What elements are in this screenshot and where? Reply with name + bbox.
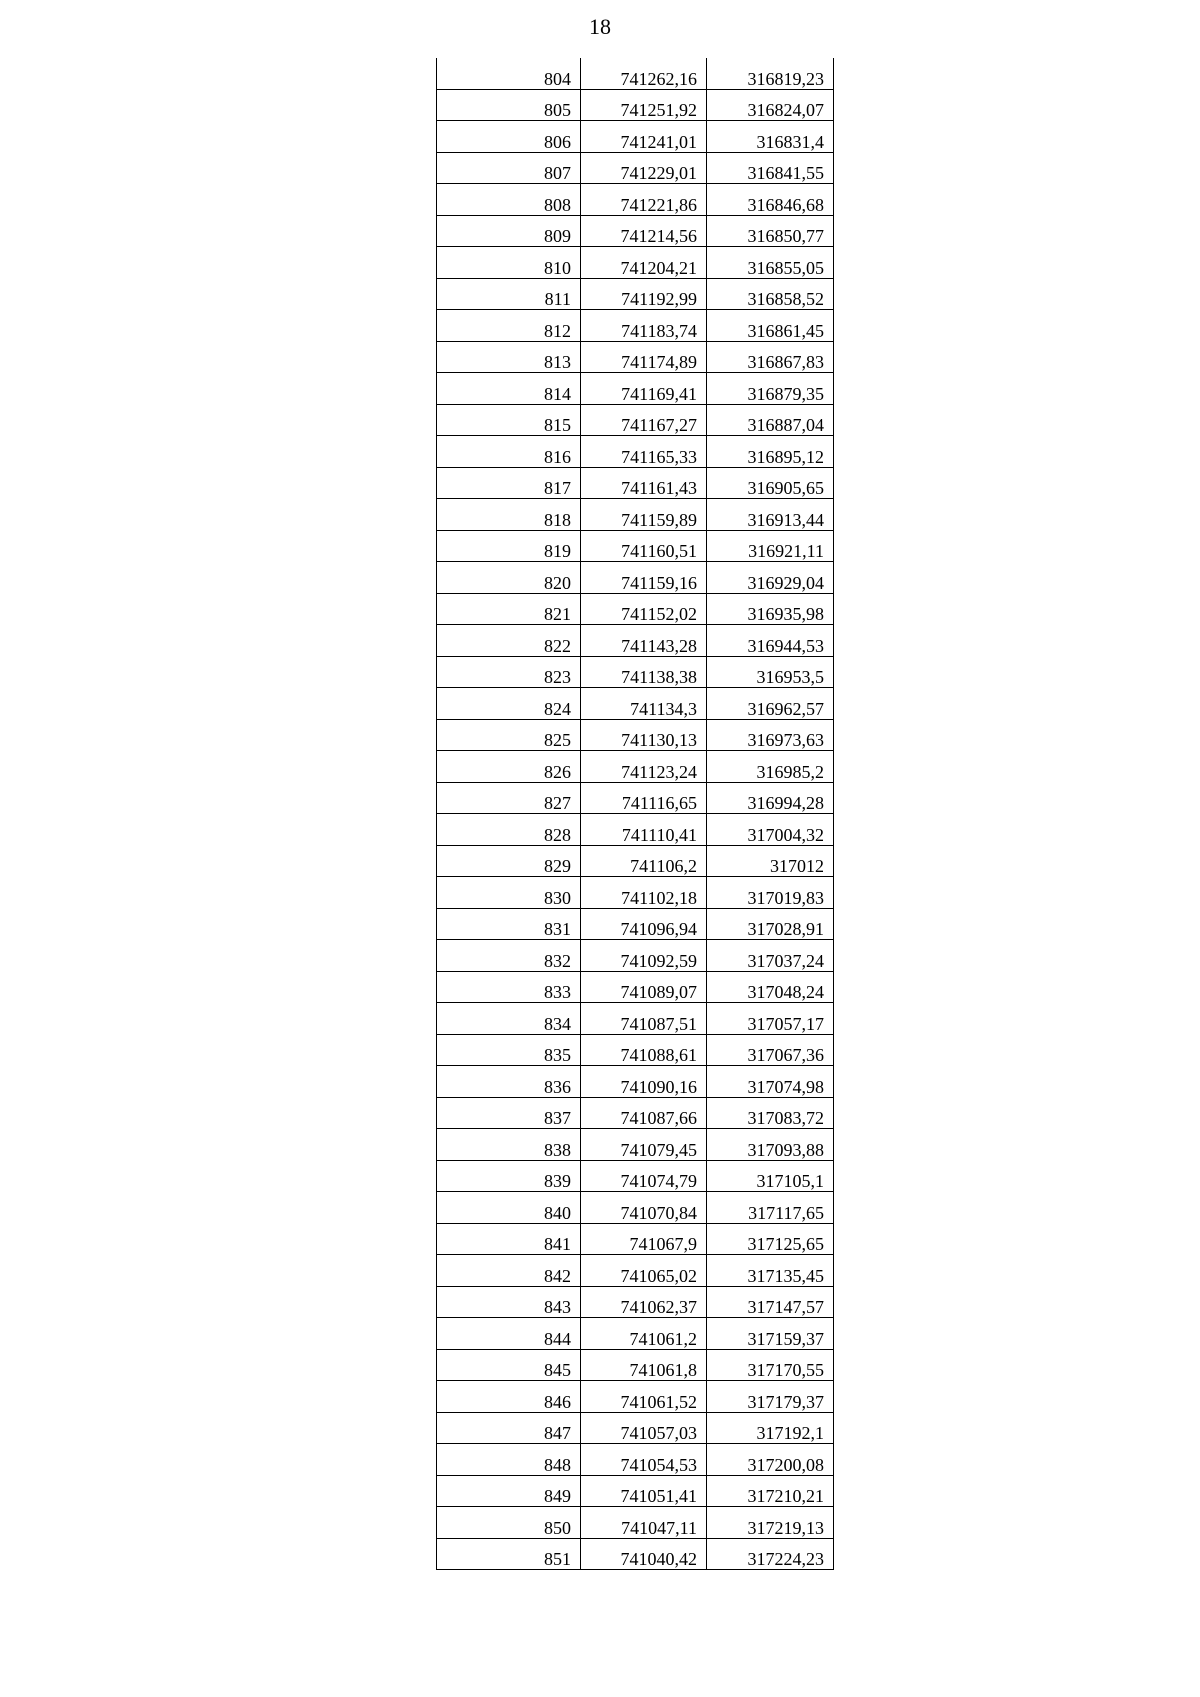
table-row <box>437 1255 834 1287</box>
point-number-cell: 827 <box>437 782 581 814</box>
y-coordinate-cell: 317200,08 <box>707 1444 834 1476</box>
y-coordinate-cell: 316887,04 <box>707 404 834 436</box>
x-coordinate-cell: 741057,03 <box>581 1412 707 1444</box>
x-coordinate-cell: 741054,53 <box>581 1444 707 1476</box>
table-row <box>437 719 834 751</box>
y-coordinate-cell: 317012 <box>707 845 834 877</box>
y-coordinate-cell: 317125,65 <box>707 1223 834 1255</box>
point-number-cell: 815 <box>437 404 581 436</box>
point-number-cell: 829 <box>437 845 581 877</box>
y-coordinate-cell: 316962,57 <box>707 688 834 720</box>
point-number-cell: 809 <box>437 215 581 247</box>
table-row <box>437 940 834 972</box>
x-coordinate-cell: 741061,52 <box>581 1381 707 1413</box>
table-row <box>437 1160 834 1192</box>
table-row <box>437 1192 834 1224</box>
y-coordinate-cell: 317004,32 <box>707 814 834 846</box>
x-coordinate-cell: 741116,65 <box>581 782 707 814</box>
point-number-cell: 817 <box>437 467 581 499</box>
x-coordinate-cell: 741159,89 <box>581 499 707 531</box>
x-coordinate-cell: 741062,37 <box>581 1286 707 1318</box>
point-number-cell: 847 <box>437 1412 581 1444</box>
point-number-cell: 808 <box>437 184 581 216</box>
x-coordinate-cell: 741089,07 <box>581 971 707 1003</box>
table-row <box>437 1381 834 1413</box>
x-coordinate-cell: 741161,43 <box>581 467 707 499</box>
table-row <box>437 1349 834 1381</box>
y-coordinate-cell: 317074,98 <box>707 1066 834 1098</box>
point-number-cell: 823 <box>437 656 581 688</box>
point-number-cell: 850 <box>437 1507 581 1539</box>
point-number-cell: 846 <box>437 1381 581 1413</box>
point-number-cell: 804 <box>437 58 581 89</box>
table-row <box>437 751 834 783</box>
x-coordinate-cell: 741096,94 <box>581 908 707 940</box>
x-coordinate-cell: 741047,11 <box>581 1507 707 1539</box>
table-row <box>437 1066 834 1098</box>
y-coordinate-cell: 317210,21 <box>707 1475 834 1507</box>
y-coordinate-cell: 317083,72 <box>707 1097 834 1129</box>
x-coordinate-cell: 741143,28 <box>581 625 707 657</box>
point-number-cell: 834 <box>437 1003 581 1035</box>
point-number-cell: 840 <box>437 1192 581 1224</box>
table-row <box>437 877 834 909</box>
x-coordinate-cell: 741160,51 <box>581 530 707 562</box>
x-coordinate-cell: 741067,9 <box>581 1223 707 1255</box>
x-coordinate-cell: 741138,38 <box>581 656 707 688</box>
y-coordinate-cell: 317093,88 <box>707 1129 834 1161</box>
point-number-cell: 839 <box>437 1160 581 1192</box>
y-coordinate-cell: 316985,2 <box>707 751 834 783</box>
y-coordinate-cell: 316831,4 <box>707 121 834 153</box>
point-number-cell: 819 <box>437 530 581 562</box>
y-coordinate-cell: 316973,63 <box>707 719 834 751</box>
table-row <box>437 121 834 153</box>
table-row <box>437 971 834 1003</box>
y-coordinate-cell: 316850,77 <box>707 215 834 247</box>
y-coordinate-cell: 317219,13 <box>707 1507 834 1539</box>
table-row <box>437 341 834 373</box>
table-row <box>437 499 834 531</box>
y-coordinate-cell: 316935,98 <box>707 593 834 625</box>
table-row <box>437 1223 834 1255</box>
table-row <box>437 184 834 216</box>
point-number-cell: 843 <box>437 1286 581 1318</box>
y-coordinate-cell: 317224,23 <box>707 1538 834 1570</box>
table-row <box>437 593 834 625</box>
point-number-cell: 812 <box>437 310 581 342</box>
x-coordinate-cell: 741090,16 <box>581 1066 707 1098</box>
x-coordinate-cell: 741174,89 <box>581 341 707 373</box>
point-number-cell: 824 <box>437 688 581 720</box>
x-coordinate-cell: 741070,84 <box>581 1192 707 1224</box>
x-coordinate-cell: 741134,3 <box>581 688 707 720</box>
y-coordinate-cell: 316921,11 <box>707 530 834 562</box>
table-row <box>437 530 834 562</box>
table-row <box>437 1034 834 1066</box>
point-number-cell: 831 <box>437 908 581 940</box>
point-number-cell: 837 <box>437 1097 581 1129</box>
point-number-cell: 807 <box>437 152 581 184</box>
point-number-cell: 816 <box>437 436 581 468</box>
table-row <box>437 89 834 121</box>
x-coordinate-cell: 741106,2 <box>581 845 707 877</box>
table-row <box>437 373 834 405</box>
y-coordinate-cell: 316846,68 <box>707 184 834 216</box>
point-number-cell: 820 <box>437 562 581 594</box>
table-row <box>437 845 834 877</box>
y-coordinate-cell: 317019,83 <box>707 877 834 909</box>
x-coordinate-cell: 741204,21 <box>581 247 707 279</box>
y-coordinate-cell: 317147,57 <box>707 1286 834 1318</box>
y-coordinate-cell: 316819,23 <box>707 58 834 89</box>
table-row <box>437 215 834 247</box>
point-number-cell: 811 <box>437 278 581 310</box>
point-number-cell: 848 <box>437 1444 581 1476</box>
x-coordinate-cell: 741079,45 <box>581 1129 707 1161</box>
y-coordinate-cell: 316879,35 <box>707 373 834 405</box>
y-coordinate-cell: 316944,53 <box>707 625 834 657</box>
y-coordinate-cell: 317159,37 <box>707 1318 834 1350</box>
x-coordinate-cell: 741092,59 <box>581 940 707 972</box>
x-coordinate-cell: 741074,79 <box>581 1160 707 1192</box>
point-number-cell: 805 <box>437 89 581 121</box>
table-row <box>437 278 834 310</box>
y-coordinate-cell: 316824,07 <box>707 89 834 121</box>
y-coordinate-cell: 316929,04 <box>707 562 834 594</box>
point-number-cell: 842 <box>437 1255 581 1287</box>
y-coordinate-cell: 317135,45 <box>707 1255 834 1287</box>
point-number-cell: 825 <box>437 719 581 751</box>
table-row <box>437 1286 834 1318</box>
table-row <box>437 247 834 279</box>
y-coordinate-cell: 316861,45 <box>707 310 834 342</box>
y-coordinate-cell: 316994,28 <box>707 782 834 814</box>
x-coordinate-cell: 741229,01 <box>581 152 707 184</box>
table-row <box>437 1129 834 1161</box>
table-row <box>437 1003 834 1035</box>
x-coordinate-cell: 741087,51 <box>581 1003 707 1035</box>
table-row <box>437 404 834 436</box>
table-row <box>437 467 834 499</box>
table-row <box>437 782 834 814</box>
x-coordinate-cell: 741061,2 <box>581 1318 707 1350</box>
x-coordinate-cell: 741088,61 <box>581 1034 707 1066</box>
point-number-cell: 845 <box>437 1349 581 1381</box>
y-coordinate-cell: 317179,37 <box>707 1381 834 1413</box>
y-coordinate-cell: 317170,55 <box>707 1349 834 1381</box>
point-number-cell: 828 <box>437 814 581 846</box>
point-number-cell: 821 <box>437 593 581 625</box>
x-coordinate-cell: 741214,56 <box>581 215 707 247</box>
x-coordinate-cell: 741183,74 <box>581 310 707 342</box>
table-row <box>437 1412 834 1444</box>
point-number-cell: 826 <box>437 751 581 783</box>
point-number-cell: 836 <box>437 1066 581 1098</box>
table-row <box>437 908 834 940</box>
x-coordinate-cell: 741102,18 <box>581 877 707 909</box>
table-row <box>437 1318 834 1350</box>
table-row <box>437 1507 834 1539</box>
coordinates-table <box>436 58 834 1570</box>
point-number-cell: 844 <box>437 1318 581 1350</box>
x-coordinate-cell: 741065,02 <box>581 1255 707 1287</box>
y-coordinate-cell: 316895,12 <box>707 436 834 468</box>
point-number-cell: 833 <box>437 971 581 1003</box>
table-row <box>437 1475 834 1507</box>
y-coordinate-cell: 317117,65 <box>707 1192 834 1224</box>
x-coordinate-cell: 741087,66 <box>581 1097 707 1129</box>
y-coordinate-cell: 316867,83 <box>707 341 834 373</box>
table-row <box>437 58 834 89</box>
y-coordinate-cell: 316855,05 <box>707 247 834 279</box>
x-coordinate-cell: 741169,41 <box>581 373 707 405</box>
y-coordinate-cell: 317105,1 <box>707 1160 834 1192</box>
page-number: 18 <box>589 14 611 39</box>
x-coordinate-cell: 741152,02 <box>581 593 707 625</box>
x-coordinate-cell: 741051,41 <box>581 1475 707 1507</box>
x-coordinate-cell: 741165,33 <box>581 436 707 468</box>
point-number-cell: 838 <box>437 1129 581 1161</box>
point-number-cell: 841 <box>437 1223 581 1255</box>
point-number-cell: 813 <box>437 341 581 373</box>
x-coordinate-cell: 741221,86 <box>581 184 707 216</box>
table-row <box>437 1097 834 1129</box>
y-coordinate-cell: 316858,52 <box>707 278 834 310</box>
point-number-cell: 814 <box>437 373 581 405</box>
point-number-cell: 822 <box>437 625 581 657</box>
x-coordinate-cell: 741241,01 <box>581 121 707 153</box>
x-coordinate-cell: 741167,27 <box>581 404 707 436</box>
x-coordinate-cell: 741159,16 <box>581 562 707 594</box>
point-number-cell: 830 <box>437 877 581 909</box>
y-coordinate-cell: 317037,24 <box>707 940 834 972</box>
point-number-cell: 810 <box>437 247 581 279</box>
x-coordinate-cell: 741061,8 <box>581 1349 707 1381</box>
table-row <box>437 310 834 342</box>
y-coordinate-cell: 316913,44 <box>707 499 834 531</box>
point-number-cell: 818 <box>437 499 581 531</box>
y-coordinate-cell: 316905,65 <box>707 467 834 499</box>
table-row <box>437 625 834 657</box>
y-coordinate-cell: 317028,91 <box>707 908 834 940</box>
table-row <box>437 656 834 688</box>
table-row <box>437 436 834 468</box>
x-coordinate-cell: 741130,13 <box>581 719 707 751</box>
x-coordinate-cell: 741110,41 <box>581 814 707 846</box>
y-coordinate-cell: 316841,55 <box>707 152 834 184</box>
x-coordinate-cell: 741123,24 <box>581 751 707 783</box>
x-coordinate-cell: 741040,42 <box>581 1538 707 1570</box>
point-number-cell: 806 <box>437 121 581 153</box>
x-coordinate-cell: 741251,92 <box>581 89 707 121</box>
point-number-cell: 835 <box>437 1034 581 1066</box>
table-row <box>437 1444 834 1476</box>
x-coordinate-cell: 741262,16 <box>581 58 707 89</box>
table-row <box>437 152 834 184</box>
y-coordinate-cell: 317048,24 <box>707 971 834 1003</box>
table-row <box>437 1538 834 1570</box>
point-number-cell: 851 <box>437 1538 581 1570</box>
coordinates-table-body <box>437 58 834 1570</box>
y-coordinate-cell: 317067,36 <box>707 1034 834 1066</box>
x-coordinate-cell: 741192,99 <box>581 278 707 310</box>
y-coordinate-cell: 317057,17 <box>707 1003 834 1035</box>
point-number-cell: 849 <box>437 1475 581 1507</box>
y-coordinate-cell: 317192,1 <box>707 1412 834 1444</box>
point-number-cell: 832 <box>437 940 581 972</box>
y-coordinate-cell: 316953,5 <box>707 656 834 688</box>
table-row <box>437 814 834 846</box>
table-row <box>437 562 834 594</box>
table-row <box>437 688 834 720</box>
